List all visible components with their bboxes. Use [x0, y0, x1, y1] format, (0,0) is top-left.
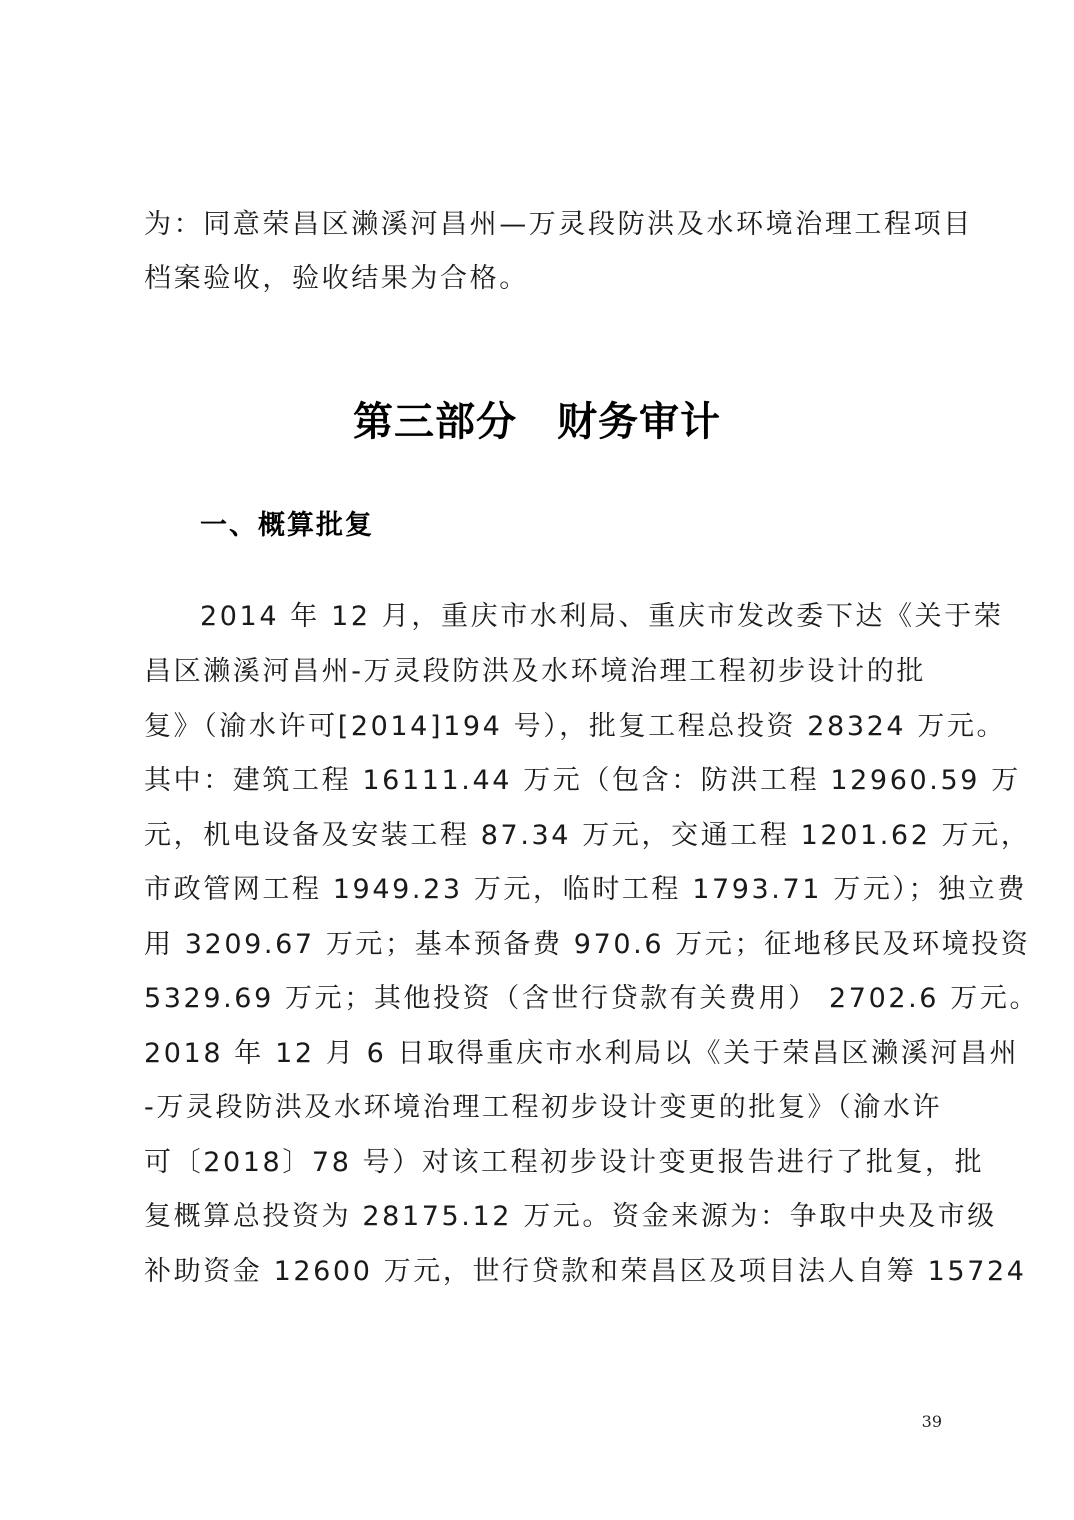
- body-line-3: 复》（渝水许可[2014]194 号），批复工程总投资 28324 万元。: [144, 711, 1007, 742]
- body-line-10: -万灵段防洪及水环境治理工程初步设计变更的批复》（渝水许: [144, 1092, 943, 1123]
- body-line-7: 用 3209.67 万元；基本预备费 970.6 万元；征地移民及环境投资: [144, 929, 1031, 960]
- body-line-5: 元，机电设备及安装工程 87.34 万元，交通工程 1201.62 万元，: [144, 820, 1031, 851]
- part-title: [0, 396, 1074, 448]
- body-line-11: 可〔2018〕78 号）对该工程初步设计变更报告进行了批复，批: [144, 1147, 985, 1178]
- body-line-2: 昌区濑溪河昌州-万灵段防洪及水环境治理工程初步设计的批: [144, 656, 926, 687]
- part-title-left: 第三部分: [353, 399, 517, 445]
- body-line-4: 其中：建筑工程 16111.44 万元（包含：防洪工程 12960.59 万: [144, 765, 1021, 796]
- body-line-13: 补助资金 12600 万元，世行贷款和荣昌区及项目法人自筹 15724: [144, 1256, 1027, 1287]
- body-line-9: 2018 年 12 月 6 日取得重庆市水利局以《关于荣昌区濑溪河昌州: [144, 1038, 1020, 1069]
- body-line-12: 复概算总投资为 28175.12 万元。资金来源为：争取中央及市级: [144, 1201, 997, 1232]
- body-line-6: 市政管网工程 1949.23 万元，临时工程 1793.71 万元）；独立费: [144, 874, 1027, 905]
- section-heading: 一、概算批复: [200, 510, 374, 541]
- body-line-8: 5329.69 万元；其他投资（含世行贷款有关费用） 2702.6 万元。: [144, 983, 1040, 1014]
- page-number: 39: [921, 1412, 942, 1431]
- part-title-right: 财务审计: [557, 399, 721, 445]
- continuation-line-2: 档案验收，验收结果为合格。: [144, 263, 529, 294]
- body-line-1: 2014 年 12 月，重庆市水利局、重庆市发改委下达《关于荣: [200, 601, 1004, 632]
- continuation-line-1: 为：同意荣昌区濑溪河昌州—万灵段防洪及水环境治理工程项目: [144, 209, 973, 240]
